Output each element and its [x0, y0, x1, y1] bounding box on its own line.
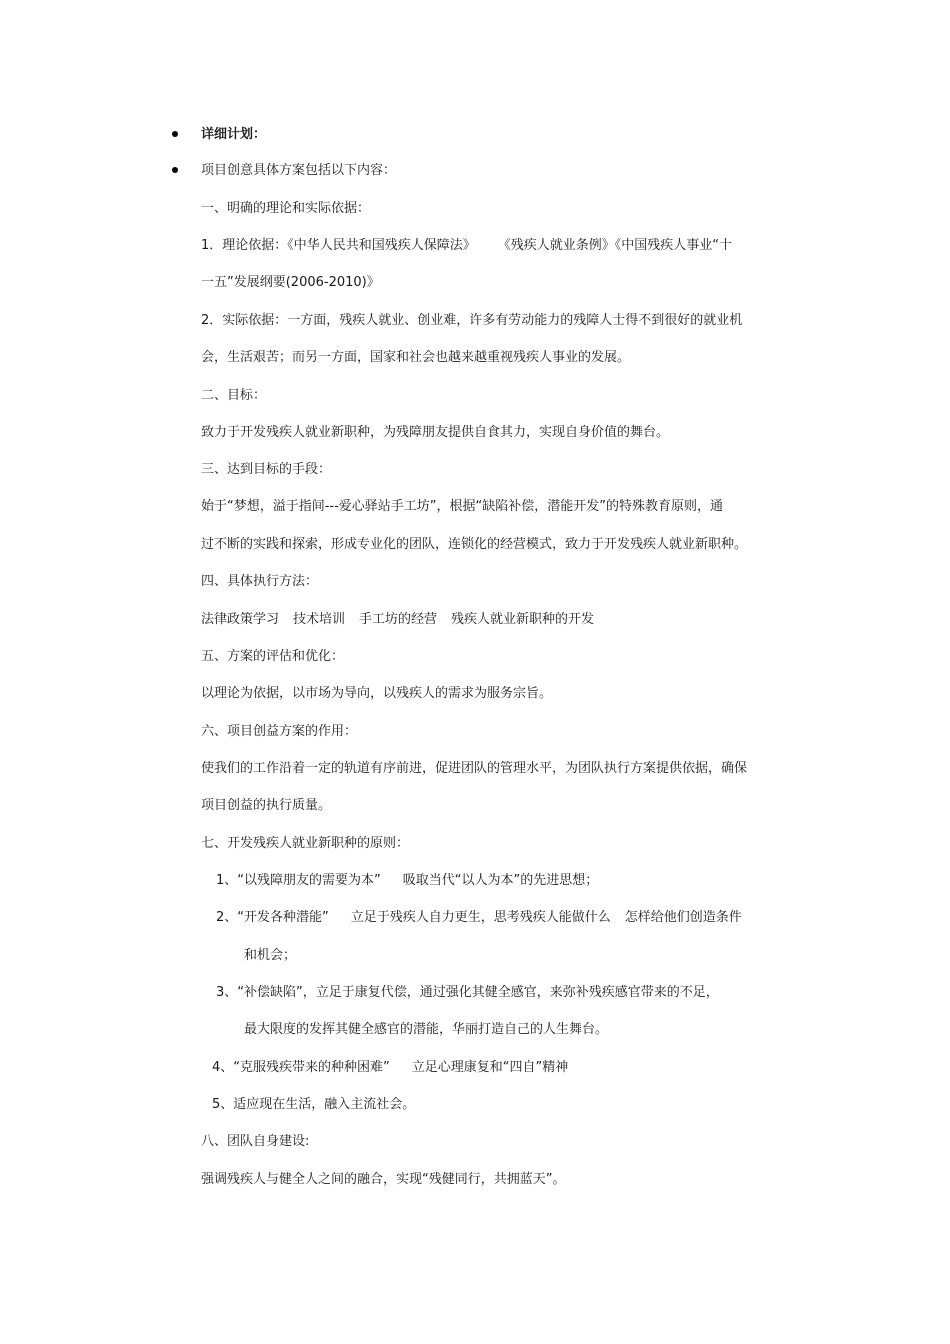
section-6-paragraph-line-2: 项目创益的执行质量。: [201, 798, 332, 813]
principle-2-line-1: [216, 909, 742, 927]
bullet-project-scheme: 项目创意具体方案包括以下内容：: [201, 163, 397, 178]
list-item: 法律政策学习: [201, 612, 280, 627]
section-2-heading: 二、目标：: [201, 388, 267, 403]
principle-3-line-1: 3、“补偿缺陷”，立足于康复代偿，通过强化其健全感官，来弥补残疾感官带来的不足，: [216, 985, 719, 1000]
principle-2-line-2: 和机会；: [244, 948, 297, 963]
list-item: 残疾人就业新职种的开发: [451, 612, 595, 627]
principle-4: [212, 1059, 568, 1077]
section-2-paragraph: 致力于开发残疾人就业新职种，为残障朋友提供自食其力，实现自身价值的舞台。: [201, 425, 670, 440]
section-3-heading: 三、达到目标的手段：: [201, 462, 332, 477]
text-segment: 1、“以残障朋友的需要为本”: [216, 873, 381, 888]
section-8-heading: 八、团队自身建设:: [201, 1134, 310, 1149]
section-6-paragraph-line-1: 使我们的工作沿着一定的轨道有序前进，促进团队的管理水平，为团队执行方案提供依据，确保: [201, 761, 748, 776]
section-4-heading: 四、具体执行方法：: [201, 574, 319, 589]
section-1-paragraph-1-line-1: [201, 237, 732, 255]
section-1-paragraph-2-line-2: 会，生活艰苦；而另一方面，国家和社会也越来越重视残疾人事业的发展。: [201, 350, 631, 365]
section-8-paragraph: 强调残疾人与健全人之间的融合，实现“残健同行，共拥蓝天”。: [201, 1172, 566, 1187]
list-item: 手工坊的经营: [359, 612, 438, 627]
text-segment: 怎样给他们创造条件: [624, 910, 742, 925]
section-6-heading: 六、项目创益方案的作用：: [201, 724, 358, 739]
text-segment: 《残疾人就业条例》《中国残疾人事业“十: [497, 238, 733, 253]
principle-1: [216, 872, 598, 890]
section-3-paragraph-line-1: 始于“梦想，溢于指间---爱心驿站手工坊”，根据“缺陷补偿，潜能开发”的特殊教育原则，通: [201, 499, 724, 514]
text-segment: 立足心理康复和“四自”精神: [411, 1060, 569, 1075]
text-segment: 立足于残疾人自力更生，思考残疾人能做什么: [350, 910, 611, 925]
section-1-heading: 一、明确的理论和实际依据：: [201, 201, 371, 216]
list-item: 技术培训: [293, 612, 346, 627]
section-1-paragraph-2-line-1: 2．实际依据：一方面，残疾人就业、创业难，许多有劳动能力的残障人士得不到很好的就业机: [201, 313, 743, 328]
principle-5: 5、适应现在生活，融入主流社会。: [212, 1097, 416, 1112]
section-5-paragraph: 以理论为依据，以市场为导向，以残疾人的需求为服务宗旨。: [201, 686, 553, 701]
section-4-items: [201, 611, 594, 629]
text-segment: 吸取当代“以人为本”的先进思想；: [402, 873, 599, 888]
bullet-dot: [172, 167, 178, 173]
text-segment: 4、“克服残疾带来的种种困难”: [212, 1060, 390, 1075]
text-segment: 1．理论依据：《中华人民共和国残疾人保障法》: [201, 238, 476, 253]
bullet-dot: [172, 131, 178, 137]
section-1-paragraph-1-line-2: 一五”发展纲要(2006-2010)》: [201, 275, 380, 290]
section-3-paragraph-line-2: 过不断的实践和探索，形成专业化的团队，连锁化的经营模式，致力于开发残疾人就业新职种。: [201, 537, 748, 552]
section-5-heading: 五、方案的评估和优化：: [201, 649, 345, 664]
principle-3-line-2: 最大限度的发挥其健全感官的潜能，华丽打造自己的人生舞台。: [244, 1022, 609, 1037]
section-7-heading: 七、开发残疾人就业新职种的原则：: [201, 836, 410, 851]
text-segment: 2、“开发各种潜能”: [216, 910, 329, 925]
bullet-detailed-plan: 详细计划：: [201, 127, 267, 142]
